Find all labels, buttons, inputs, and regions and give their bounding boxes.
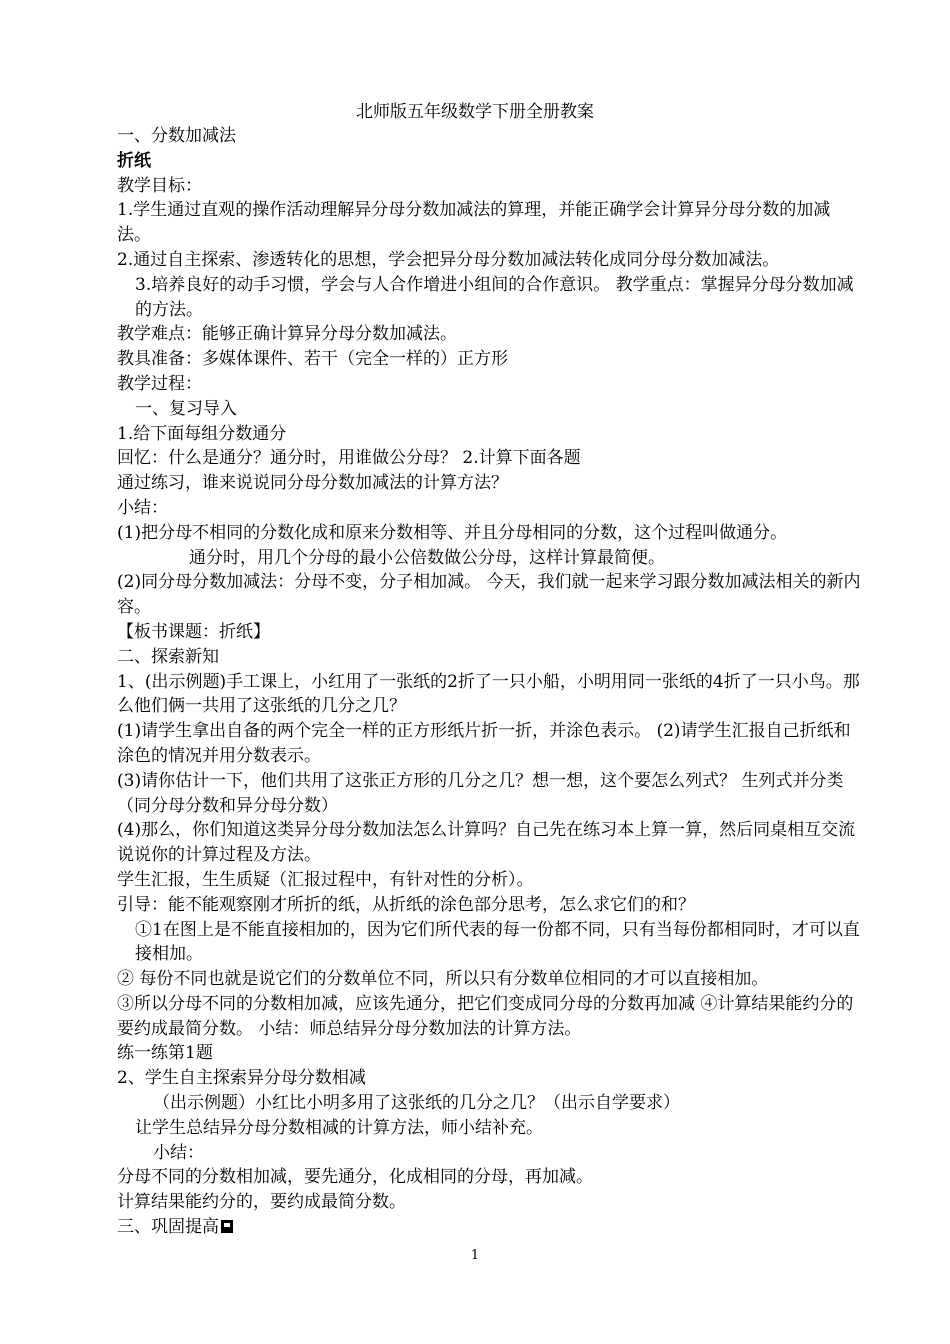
paragraph: 学生汇报，生生质疑（汇报过程中，有针对性的分析）。 xyxy=(117,869,534,890)
section-heading-text: 三、巩固提高 xyxy=(117,1217,219,1238)
paragraph: (3)请你估计一下，他们共用了这张正方形的几分之几？想一想，这个要怎么列式？ 生列式并分类（同分母分数和异分母分数） xyxy=(117,770,844,816)
paragraph: 教学难点：能够正确计算异分母分数加减法。 xyxy=(117,324,457,345)
paragraph: 练一练第1题 xyxy=(117,1043,213,1064)
paragraph: 回忆：什么是通分？通分时，用谁做公分母？ 2.计算下面各题 xyxy=(117,448,581,469)
paragraph: 2、学生自主探索异分母分数相减 xyxy=(117,1068,366,1089)
lesson-title: 折纸 xyxy=(117,150,151,171)
page-number: 1 xyxy=(470,1248,480,1263)
paragraph: 教学目标： xyxy=(117,175,202,196)
paragraph: 小结： xyxy=(153,1142,204,1163)
paragraph: 1.给下面每组分数通分 xyxy=(117,423,287,444)
paragraph: 分母不同的分数相加减，要先通分，化成相同的分母，再加减。 xyxy=(117,1167,593,1188)
paragraph: 1.学生通过直观的操作活动理解异分母分数加减法的算理，并能正确学会计算异分母分数的加减法。 xyxy=(117,200,831,246)
paragraph: 通过练习，谁来说说同分母分数加减法的计算方法？ xyxy=(117,473,508,494)
paragraph: 让学生总结异分母分数相减的计算方法，师小结补充。 xyxy=(135,1117,543,1138)
document-body xyxy=(117,124,862,1240)
paragraph: 1、(出示例题)手工课上，小红用了一张纸的2折了一只小船，小明用同一张纸的4折了一只小鸟。那么他们俩一共用了这张纸的几分之几？ xyxy=(117,671,860,717)
paragraph: 小结： xyxy=(117,497,168,518)
board-title: 【板书课题：折纸】 xyxy=(117,621,270,642)
paragraph: (1)请学生拿出自备的两个完全一样的正方形纸片折一折，并涂色表示。 (2)请学生汇报自己折纸和涂色的情况并用分数表示。 xyxy=(117,721,851,766)
paragraph: 教学过程： xyxy=(117,373,202,394)
document-title: 北师版五年级数学下册全册教案 xyxy=(356,102,594,122)
sub-heading: 一、复习导入 xyxy=(135,398,237,419)
paragraph: (2)同分母分数加减法：分母不变，分子相加减。 今天，我们就一起来学习跟分数加减法相关的新内容。 xyxy=(117,572,861,618)
paragraph: 2.通过自主探索、渗透转化的思想，学会把异分母分数加减法转化成同分母分数加减法。 xyxy=(117,249,780,270)
paragraph: 通分时，用几个分母的最小公倍数做公分母，这样计算最简便。 xyxy=(189,547,665,568)
paragraph: 教具准备：多媒体课件、若干（完全一样的）正方形 xyxy=(117,349,508,370)
paragraph: ①1在图上是不能直接相加的，因为它们所代表的每一份都不同，只有当每份都相同时，才可以直接相加。 xyxy=(135,919,860,965)
paragraph: 计算结果能约分的，要约成最简分数。 xyxy=(117,1192,406,1213)
paragraph: ② 每份不同也就是说它们的分数单位不同，所以只有分数单位相同的才可以直接相加。 xyxy=(117,969,769,990)
paragraph: （出示例题）小红比小明多用了这张纸的几分之几？（出示自学要求） xyxy=(153,1093,680,1114)
section-heading: 一、分数加减法 xyxy=(117,126,236,146)
paragraph: 引导：能不能观察刚才所折的纸，从折纸的涂色部分思考，怎么求它们的和？ xyxy=(117,894,695,915)
paragraph: 3.培养良好的动手习惯，学会与人合作增进小组间的合作意识。 教学重点：掌握异分母分数加减的方法。 xyxy=(135,274,854,320)
paragraph: (4)那么，你们知道这类异分母分数加法怎么计算吗？自己先在练习本上算一算，然后同桌相互交流说说你的计算过程及方法。 xyxy=(117,820,856,866)
placeholder-box-icon xyxy=(221,1220,233,1233)
section-heading: 二、探索新知 xyxy=(117,646,219,667)
paragraph: (1)把分母不相同的分数化成和原来分数相等、并且分母相同的分数，这个过程叫做通分。 xyxy=(117,522,788,543)
section-heading-last xyxy=(117,1215,862,1240)
paragraph: ③所以分母不同的分数相加减，应该先通分，把它们变成同分母的分数再加减 ④计算结果能约分的要约成最简分数。 小结：师总结异分母分数加法的计算方法。 xyxy=(117,993,854,1039)
